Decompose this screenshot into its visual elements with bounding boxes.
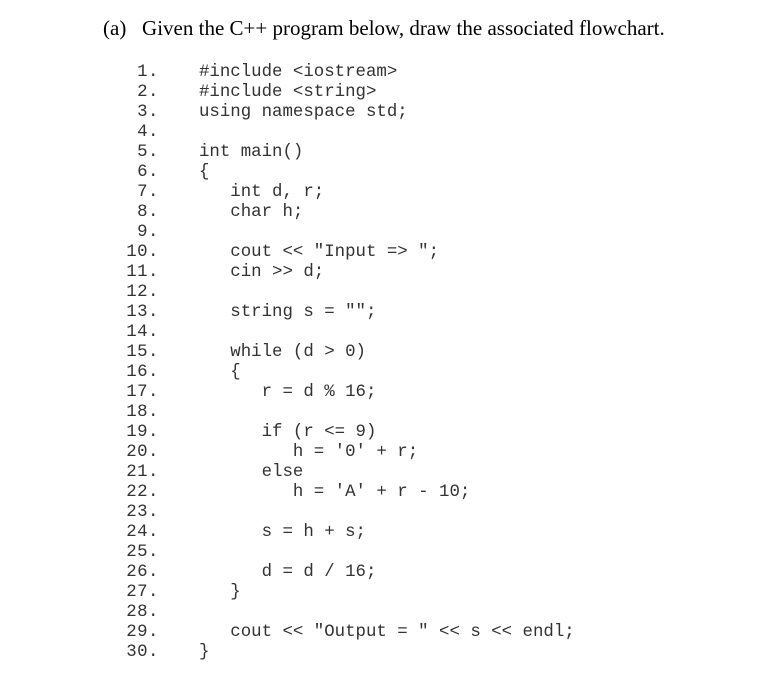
code-listing: [0, 63, 762, 663]
line-number: 8.: [137, 203, 159, 222]
line-number: 10.: [126, 243, 159, 262]
code-text: cin >> d;: [199, 263, 325, 282]
code-line: [0, 543, 762, 563]
line-number: 23.: [126, 503, 159, 522]
code-line: [0, 443, 762, 463]
code-text: if (r <= 9): [199, 423, 377, 442]
line-number: 22.: [126, 483, 159, 502]
code-line: [0, 563, 762, 583]
code-text: int main(): [199, 143, 304, 162]
line-number: 18.: [126, 403, 159, 422]
code-line: [0, 463, 762, 483]
code-line: [0, 83, 762, 103]
line-number: 19.: [126, 423, 159, 442]
code-line: [0, 123, 762, 143]
code-line: [0, 243, 762, 263]
code-line: [0, 483, 762, 503]
code-line: [0, 383, 762, 403]
code-line: [0, 423, 762, 443]
code-line: [0, 343, 762, 363]
line-number: 14.: [126, 323, 159, 342]
code-text: {: [199, 163, 210, 182]
line-number: 6.: [137, 163, 159, 182]
code-text: #include <iostream>: [199, 63, 398, 82]
line-number: 4.: [137, 123, 159, 142]
code-line: [0, 163, 762, 183]
line-number: 2.: [137, 83, 159, 102]
line-number: 26.: [126, 563, 159, 582]
code-line: [0, 583, 762, 603]
code-line: [0, 403, 762, 423]
line-number: 20.: [126, 443, 159, 462]
code-text: cout << "Input => ";: [199, 243, 440, 262]
line-number: 13.: [126, 303, 159, 322]
line-number: 12.: [126, 283, 159, 302]
code-line: [0, 363, 762, 383]
line-number: 16.: [126, 363, 159, 382]
line-number: 3.: [137, 103, 159, 122]
code-line: [0, 303, 762, 323]
code-text: {: [199, 363, 241, 382]
code-line: [0, 143, 762, 163]
code-line: [0, 283, 762, 303]
code-text: s = h + s;: [199, 523, 366, 542]
code-text: }: [199, 583, 241, 602]
line-number: 1.: [137, 63, 159, 82]
code-line: [0, 523, 762, 543]
code-text: char h;: [199, 203, 304, 222]
code-line: [0, 603, 762, 623]
code-line: [0, 623, 762, 643]
code-line: [0, 643, 762, 663]
line-number: 17.: [126, 383, 159, 402]
line-number: 15.: [126, 343, 159, 362]
code-text: int d, r;: [199, 183, 325, 202]
code-line: [0, 103, 762, 123]
line-number: 27.: [126, 583, 159, 602]
code-text: while (d > 0): [199, 343, 366, 362]
code-text: using namespace std;: [199, 103, 408, 122]
code-text: }: [199, 643, 210, 662]
code-text: h = 'A' + r - 10;: [199, 483, 471, 502]
code-line: [0, 203, 762, 223]
line-number: 29.: [126, 623, 159, 642]
code-text: string s = "";: [199, 303, 377, 322]
line-number: 11.: [126, 263, 159, 282]
line-number: 30.: [126, 643, 159, 662]
line-number: 28.: [126, 603, 159, 622]
line-number: 25.: [126, 543, 159, 562]
code-text: cout << "Output = " << s << endl;: [199, 623, 575, 642]
code-line: [0, 263, 762, 283]
code-text: else: [199, 463, 304, 482]
code-line: [0, 63, 762, 83]
code-line: [0, 183, 762, 203]
code-text: h = '0' + r;: [199, 443, 419, 462]
question-text: (a) Given the C++ program below, draw the associated flowchart.: [103, 16, 665, 40]
line-number: 24.: [126, 523, 159, 542]
code-text: d = d / 16;: [199, 563, 377, 582]
code-text: #include <string>: [199, 83, 377, 102]
code-text: r = d % 16;: [199, 383, 377, 402]
line-number: 21.: [126, 463, 159, 482]
code-line: [0, 503, 762, 523]
code-line: [0, 223, 762, 243]
line-number: 7.: [137, 183, 159, 202]
code-line: [0, 323, 762, 343]
line-number: 5.: [137, 143, 159, 162]
line-number: 9.: [137, 223, 159, 242]
